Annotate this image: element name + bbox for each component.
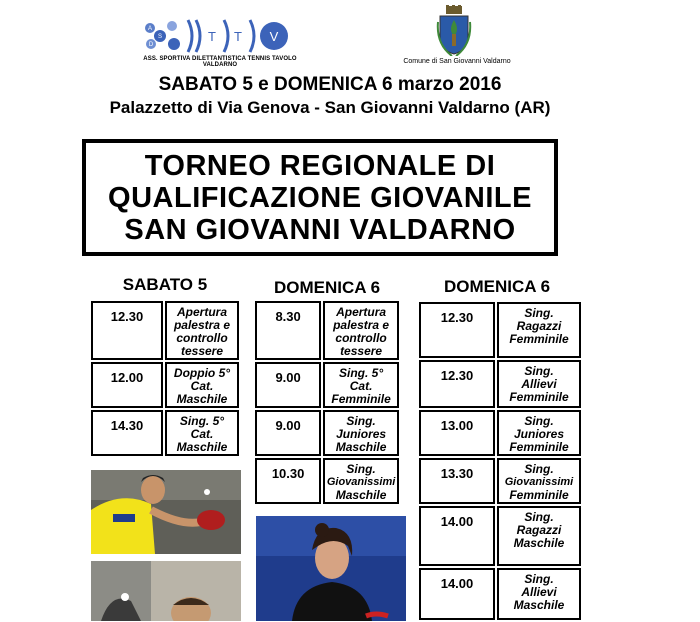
column-heading-sunday-1: DOMENICA 6 — [273, 278, 381, 297]
comune-label: Comune di San Giovanni Valdarno — [403, 58, 511, 65]
schedule-time: 12.30 — [419, 302, 495, 358]
schedule-event-line: Apertura — [176, 305, 227, 319]
schedule-event-line: palestra e — [173, 318, 231, 332]
schedule-event — [165, 301, 239, 360]
schedule-table-sunday-1 — [253, 299, 401, 506]
schedule-event-line: Apertura — [336, 305, 387, 319]
schedule-row — [91, 301, 239, 360]
schedule-event-line: palestra e — [333, 318, 390, 332]
schedule-event-line: tessere — [340, 344, 383, 358]
schedule-event — [323, 410, 399, 456]
schedule-event-line: controllo — [176, 331, 228, 345]
title-line-1: TORNEO REGIONALE DI — [144, 150, 496, 182]
schedule-event-line: Sing. — [524, 306, 554, 320]
schedule-event-line: Femminile — [331, 392, 391, 406]
schedule-event-line: Juniores — [336, 427, 387, 441]
association-name: ASS. SPORTIVA DILETTANTISTICA TENNIS TAVOLO VALDARNO — [143, 56, 297, 68]
schedule-event-line: Sing. — [524, 462, 554, 476]
schedule-event-line: Giovanissimi — [504, 476, 574, 488]
schedule-event-line: Sing. — [524, 510, 554, 524]
schedule-event — [497, 410, 581, 456]
schedule-event-line: Sing. — [346, 414, 376, 428]
schedule-event-line: Ragazzi — [516, 319, 562, 333]
schedule-row — [255, 410, 399, 456]
schedule-event-line: Sing. — [524, 572, 554, 586]
schedule-table-saturday — [89, 299, 241, 458]
schedule-event-line: Femminile — [509, 488, 569, 502]
schedule-row — [255, 362, 399, 408]
schedule-row — [419, 458, 581, 504]
schedule-event — [497, 302, 581, 358]
schedule-time: 13.30 — [419, 458, 495, 504]
schedule-event — [165, 362, 239, 408]
schedule-table-sunday-2 — [417, 300, 583, 622]
schedule-event-line: Maschile — [335, 440, 387, 454]
schedule-event-line: Maschile — [513, 536, 565, 550]
schedule-event-line: tessere — [180, 344, 224, 358]
schedule-event-line: Cat. — [349, 379, 373, 393]
schedule-event — [323, 362, 399, 408]
schedule-event-line: Maschile — [513, 598, 565, 612]
logo-letter: S — [157, 34, 163, 40]
schedule-time: 12.00 — [91, 362, 163, 408]
schedule-event-line: Femminile — [509, 332, 569, 346]
schedule-event-line: Maschile — [335, 488, 387, 502]
schedule-time: 9.00 — [255, 410, 321, 456]
schedule-event-line: Sing. — [524, 364, 554, 378]
schedule-event-line: Ragazzi — [516, 523, 562, 537]
schedule-event-line: Sing. — [524, 414, 554, 428]
schedule-event-line: Femminile — [509, 440, 569, 454]
logo-letter: T — [208, 29, 216, 44]
schedule-event-line: Giovanissimi — [326, 476, 396, 488]
schedule-event-line: Allievi — [521, 585, 557, 599]
schedule-row — [91, 410, 239, 456]
event-venue: Palazzetto di Via Genova - San Giovanni Valdarno (AR) — [109, 98, 551, 117]
schedule-time: 12.30 — [91, 301, 163, 360]
schedule-event-line: Femminile — [509, 390, 569, 404]
schedule-event — [497, 506, 581, 566]
schedule-row — [419, 302, 581, 358]
schedule-event-line: controllo — [335, 331, 387, 345]
schedule-event-line: Sing. 5° — [339, 366, 384, 380]
schedule-event — [497, 568, 581, 620]
event-date: SABATO 5 e DOMENICA 6 marzo 2016 — [158, 74, 502, 95]
comune-crest-icon — [436, 4, 472, 56]
schedule-row — [91, 362, 239, 408]
logo-letter: D — [148, 42, 154, 48]
schedule-row — [419, 506, 581, 566]
schedule-row — [419, 360, 581, 408]
schedule-event — [323, 301, 399, 360]
schedule-event — [497, 360, 581, 408]
tournament-title-box — [82, 139, 558, 256]
player-photo-female — [256, 516, 406, 621]
logo-letter: T — [234, 29, 242, 44]
schedule-event-line: Sing. 5° — [179, 414, 225, 428]
schedule-time: 8.30 — [255, 301, 321, 360]
schedule-event — [165, 410, 239, 456]
schedule-row — [255, 458, 399, 504]
schedule-time: 14.00 — [419, 568, 495, 620]
schedule-event-line: Maschile — [176, 440, 228, 454]
schedule-event-line: Cat. — [190, 427, 214, 441]
schedule-time: 12.30 — [419, 360, 495, 408]
schedule-event-line: Allievi — [521, 377, 557, 391]
schedule-row — [419, 568, 581, 620]
title-line-2: QUALIFICAZIONE GIOVANILE — [108, 182, 532, 214]
schedule-row — [255, 301, 399, 360]
schedule-time: 14.00 — [419, 506, 495, 566]
title-line-3: SAN GIOVANNI VALDARNO — [124, 214, 516, 246]
schedule-time: 10.30 — [255, 458, 321, 504]
schedule-event-line: Maschile — [176, 392, 228, 406]
player-photo-male — [91, 470, 241, 554]
schedule-event-line: Doppio 5° — [173, 366, 231, 380]
schedule-event — [323, 458, 399, 504]
column-heading-saturday: SABATO 5 — [122, 275, 208, 294]
column-heading-sunday-2: DOMENICA 6 — [443, 277, 551, 296]
schedule-time: 13.00 — [419, 410, 495, 456]
asd-logo — [140, 14, 290, 58]
schedule-event-line: Cat. — [190, 379, 214, 393]
schedule-event — [497, 458, 581, 504]
schedule-time: 9.00 — [255, 362, 321, 408]
logo-letter: A — [147, 26, 153, 32]
schedule-row — [419, 410, 581, 456]
schedule-time: 14.30 — [91, 410, 163, 456]
schedule-event-line: Juniores — [513, 427, 564, 441]
logo-letter: V — [269, 29, 279, 44]
schedule-event-line: Sing. — [346, 462, 376, 476]
player-photo-male-2 — [91, 561, 241, 621]
